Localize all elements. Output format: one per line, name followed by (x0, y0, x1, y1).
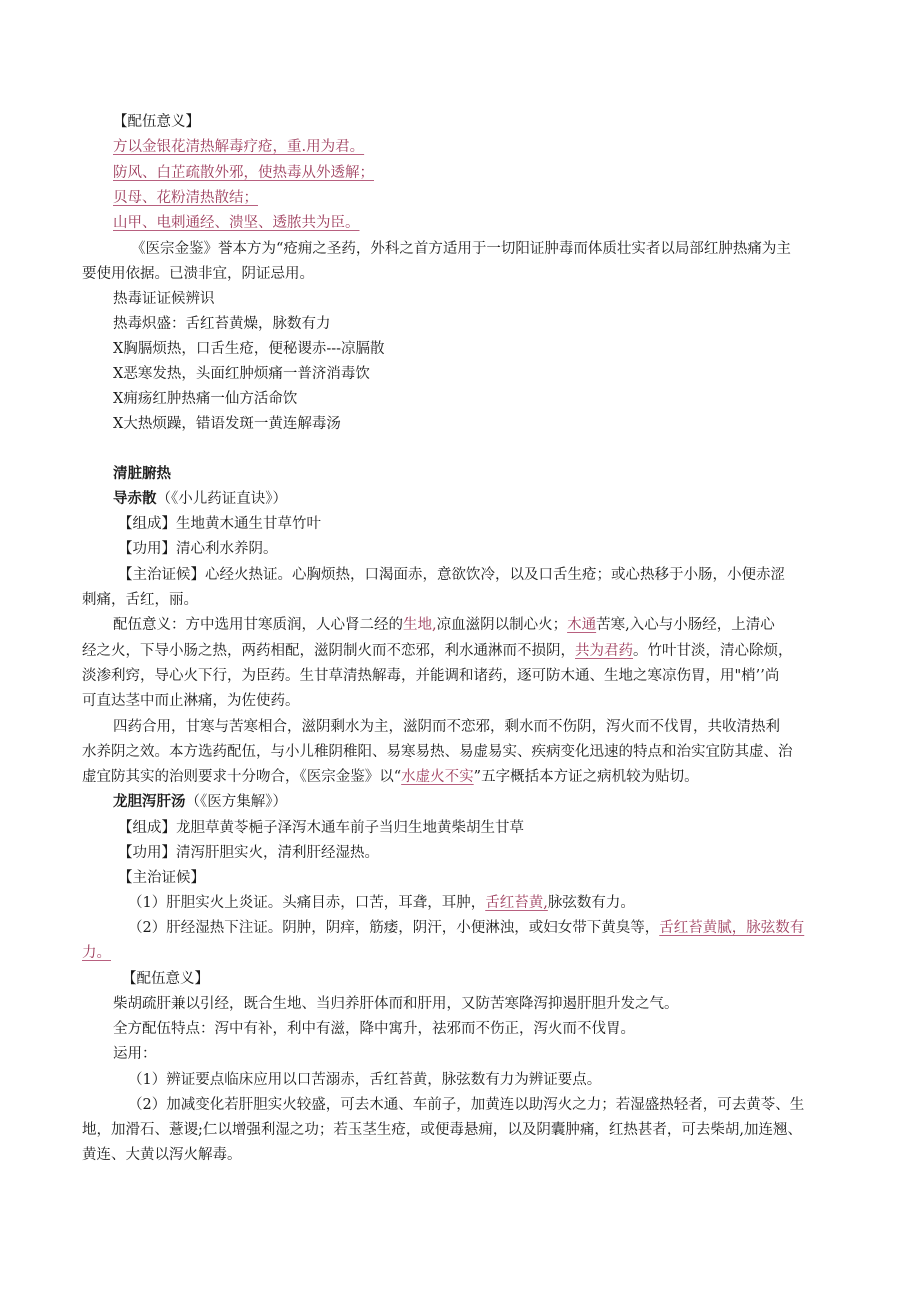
text-line: X恶寒发热，头面红肿烦痛一普济消毒饮 (113, 366, 370, 382)
formula-name: 龙胆泻肝汤 (113, 794, 186, 810)
function-line: 【功用】清泻肝胆实火，清利肝经湿热。 (118, 845, 379, 861)
indication-line (128, 893, 635, 913)
text-line: X大热烦躁，错语发斑一黄连解毒汤 (113, 416, 341, 432)
paragraph-line: 可直达茎中而止淋痛，为佐使药。 (82, 693, 300, 709)
formula-source: （《小儿药证直诀》） (156, 491, 287, 507)
highlight-text: 生地, (403, 617, 437, 633)
highlight-text: 木通 (567, 617, 597, 633)
highlight-text: 共为君药 (575, 643, 633, 659)
highlight-text: 水虚火不实 (401, 769, 474, 785)
section-heading: 【配伍意义】 (113, 114, 200, 130)
paragraph-line: 柴胡疏肝兼以引经，既合生地、当归养肝体而和肝用，又防苦寒降泻抑遏肝胆升发之气。 (113, 996, 679, 1012)
usage-heading: 运用： (113, 1046, 157, 1062)
usage-line: 地，加滑石、薏谡;仁以增强利湿之功；若玉茎生疮，或便毒悬痈，以及阴囊肿痛，红热甚者，可去柴胡,加连翘、 (82, 1122, 802, 1138)
composition-line: 【组成】龙胆草黄苓梔子泽泻木通车前子当归生地黄柴胡生甘草 (118, 820, 524, 836)
highlight-line: 山甲、电刺通经、溃坚、透脓共为臣。 (113, 215, 360, 231)
usage-line: （1）辨证要点临床应用以口苦溺赤，舌红苔黄，脉弦数有力为辨证要点。 (128, 1072, 602, 1088)
text-run: 配伍意义：方中选用甘寒质润，人心肾二经的 (113, 617, 403, 633)
paragraph-line: 《医宗金鉴》誉本方为“疮痈之圣药，外科之首方适用于一切阳证肿毒而体质壮实者以局部红肿热痛为主 (131, 241, 791, 257)
formula-heading (113, 792, 287, 812)
text-run: 脉弦数有力。 (547, 895, 635, 911)
text-line: 热毒炽盛：舌红苔黄燥，脉数有力 (113, 316, 331, 332)
indication-line: 刺痛，舌红，丽。 (82, 592, 198, 608)
section-heading: 【配伍意义】 (122, 971, 209, 987)
text-run: （1）肝胆实火上炎证。头痛目赤，口苦，耳聋，耳肿， (128, 895, 486, 911)
paragraph-line: 淡渗利窍，导心火下行，为臣药。生甘草清热解毒，并能调和诸药，逐可防木通、生地之寒凉伤胃，用"梢’’尚 (82, 668, 780, 684)
indication-line: 【主治证候】心经火热证。心胸烦热，口渴面赤，意欲饮冷，以及口舌生疮；或心热移于小肠，小便赤涩 (118, 567, 785, 583)
highlight-line: 方以金银花清热解毒疗疮，重.用为君。 (113, 139, 365, 155)
highlight-line: 贝母、花粉清热散结； (113, 190, 258, 206)
highlight-line: 力。 (82, 945, 111, 961)
text-line: 热毒证证候辨识 (113, 291, 215, 307)
text-run: ”五字概括本方证之病机较为贴切。 (473, 769, 699, 785)
formula-heading (113, 489, 287, 509)
function-line: 【功用】清心利水养阴。 (118, 541, 278, 557)
paragraph-line: 水养阴之效。本方选药配伍，与小儿稚阴稚阳、易寒易热、易虚易实、疾病变化迅速的特点和治实宜防其虚、治 (82, 744, 793, 760)
highlight-text: 舌红苔黄腻，脉弦数有 (659, 920, 805, 936)
text-run: 凉血滋阴以制心火； (436, 617, 568, 633)
text-run: 苦寒,入心与小肠经，上清心 (596, 617, 775, 633)
highlight-text: 舌红苔黄, (485, 895, 548, 911)
composition-line: 【组成】生地黄木通生甘草竹叶 (118, 516, 321, 532)
highlight-line: 防风、白芷疏散外邪，使热毒从外透解； (113, 165, 374, 181)
paragraph-line: 要使用依据。已溃非宜，阴证忌用。 (82, 266, 314, 282)
text-run: 。竹叶甘淡，清心除烦， (633, 643, 793, 659)
formula-source: （《医方集解》） (185, 794, 287, 810)
paragraph-line (113, 615, 775, 635)
indication-heading: 【主治证候】 (118, 870, 205, 886)
usage-line: （2）加减变化若肝胆实火较盛，可去木通、车前子，加黄连以助泻火之力；若湿盛热轻者，可去黄苓、生 (128, 1097, 805, 1113)
paragraph-line (82, 641, 793, 661)
text-line: X胸膈烦热，口舌生疮，便秘谡赤---凉膈散 (113, 341, 385, 357)
text-run: （2）肝经湿热下注证。阴肿，阴痒，筋痿，阴汗，小便淋浊，或妇女带下黄臭等， (128, 920, 660, 936)
paragraph-line (82, 767, 699, 787)
text-line: X痈疡红肿热痛一仙方活命饮 (113, 391, 298, 407)
formula-name: 导赤散 (113, 491, 157, 507)
indication-line (128, 918, 804, 938)
section-title: 清脏腑热 (113, 466, 171, 482)
text-run: 虚宜防其实的治则要求十分吻合，《医宗金鉴》以“ (82, 769, 402, 785)
text-run: 经之火，下导小肠之热，两药相配，滋阴制火而不恋邪，利水通淋而不损阴， (82, 643, 575, 659)
usage-line: 黄连、大黄以泻火解毒。 (82, 1147, 242, 1163)
paragraph-line: 四药合用，甘寒与苦寒相合，滋阴剩水为主，滋阴而不恋邪，剩水而不伤阴，泻火而不伐胃，共收清热利 (113, 719, 780, 735)
paragraph-line: 全方配伍特点：泻中有补，利中有滋，降中寓升，祛邪而不伤正，泻火而不伐胃。 (113, 1021, 635, 1037)
